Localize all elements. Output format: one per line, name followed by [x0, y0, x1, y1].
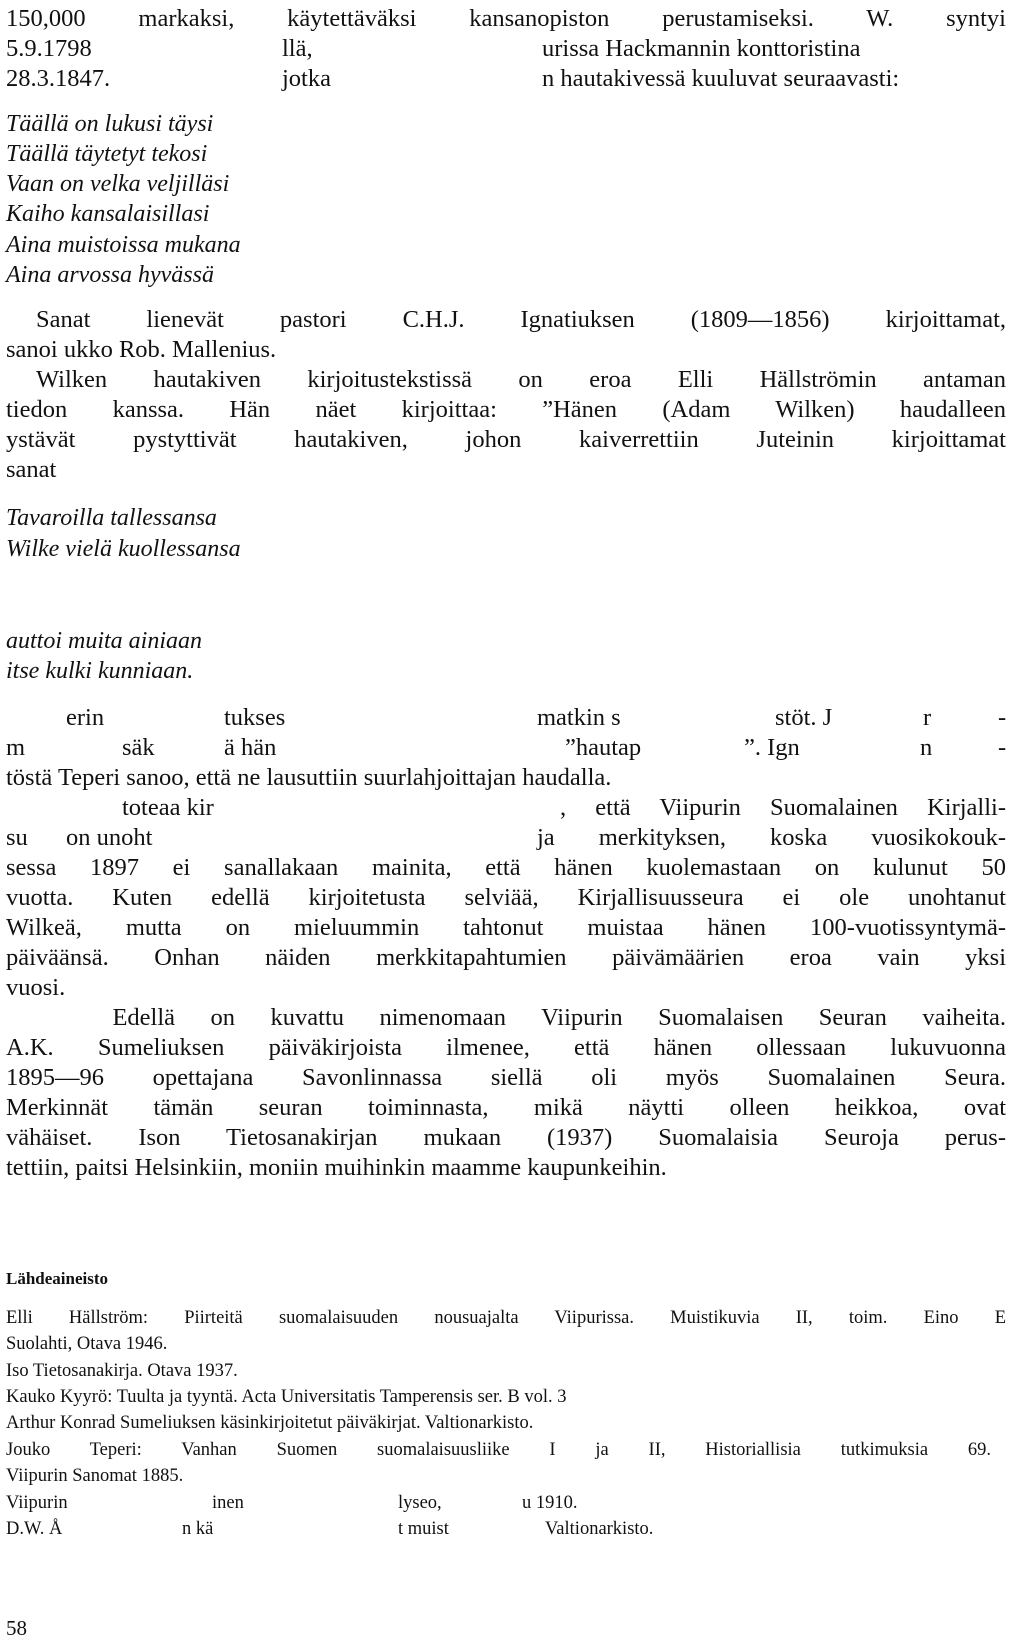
- poem-line: Täällä täytetyt tekosi: [6, 141, 208, 167]
- source-line: Suolahti, Otava 1946.: [6, 1334, 168, 1354]
- text-line: Wilkeä, mutta on mieluummin tahtonut muistaa hänen 100-vuotissyntymä-: [6, 914, 1006, 941]
- text-fragment: jotka: [282, 65, 331, 92]
- text-line: A.K. Sumeliuksen päiväkirjoista ilmenee, että hänen ollessaan lukuvuonna: [6, 1034, 1006, 1061]
- source-fragment: lyseo,: [398, 1493, 442, 1513]
- source-fragment: n kä: [182, 1519, 214, 1539]
- poem-line: Vaan on velka veljilläsi: [6, 171, 230, 197]
- poem-line: itse kulki kunniaan.: [6, 658, 194, 684]
- text-line: 1895—96 opettajana Savonlinnassa siellä oli myös Suomalainen Seura.: [6, 1064, 1006, 1091]
- source-fragment: inen: [212, 1493, 244, 1513]
- text-line: tiedon kanssa. Hän näet kirjoittaa: ”Hänen (Adam Wilken) haudalleen: [6, 396, 1006, 423]
- source-line: Kauko Kyyrö: Tuulta ja tyyntä. Acta Universitatis Tamperensis ser. B vol. 3: [6, 1387, 567, 1407]
- text-fragment: 5.9.1798: [6, 35, 92, 62]
- text-line: päiväänsä. Onhan näiden merkkitapahtumien päivämäärien eroa vain yksi: [6, 944, 1006, 971]
- text-fragment: su: [6, 824, 28, 851]
- poem-line: Wilke vielä kuollessansa: [6, 536, 241, 562]
- source-fragment: t muist: [398, 1519, 449, 1539]
- text-line: töstä Teperi sanoo, että ne lausuttiin suurlahjoittajan haudalla.: [6, 764, 612, 791]
- text-line: sanoi ukko Rob. Mallenius.: [6, 336, 277, 363]
- text-line: Edellä on kuvattu nimenomaan Viipurin Suomalaisen Seuran vaiheita.: [6, 1004, 1006, 1031]
- source-fragment: D.W. Å: [6, 1519, 63, 1539]
- text-line: vuosi.: [6, 974, 66, 1001]
- source-line: Arthur Konrad Sumeliuksen käsinkirjoitetut päiväkirjat. Valtionarkisto.: [6, 1413, 534, 1433]
- source-line: Viipurin Sanomat 1885.: [6, 1466, 184, 1486]
- text-fragment: , että Viipurin Suomalainen Kirjalli-: [560, 794, 1006, 821]
- text-line: vuotta. Kuten edellä kirjoitetusta selviää, Kirjallisuusseura ei ole unohtanut: [6, 884, 1006, 911]
- poem-line: Kaiho kansalaisillasi: [6, 201, 210, 227]
- text-fragment: ”hautap: [565, 734, 642, 761]
- text-fragment: ä hän: [224, 734, 277, 761]
- text-line: tettiin, paitsi Helsinkiin, moniin muihinkin maamme kaupunkeihin.: [6, 1154, 667, 1181]
- text-fragment: -: [998, 704, 1007, 731]
- text-line: ystävät pystyttivät hautakiven, johon kaiverrettiin Juteinin kirjoittamat: [6, 426, 1006, 453]
- source-line: Iso Tietosanakirja. Otava 1937.: [6, 1361, 238, 1381]
- text-line: Merkinnät tämän seuran toiminnasta, mikä näytti olleen heikkoa, ovat: [6, 1094, 1006, 1121]
- text-fragment: tukses: [224, 704, 286, 731]
- text-fragment: -: [998, 734, 1007, 761]
- text-fragment: n: [920, 734, 933, 761]
- text-fragment: säk: [122, 734, 155, 761]
- source-fragment: u 1910.: [522, 1493, 578, 1513]
- poem-line: Täällä on lukusi täysi: [6, 111, 214, 137]
- text-fragment: matkin s: [537, 704, 621, 731]
- section-heading: Lähdeaineisto: [6, 1269, 109, 1288]
- text-line: vähäiset. Ison Tietosanakirjan mukaan (1937) Suomalaisia Seuroja perus-: [6, 1124, 1006, 1151]
- text-fragment: ”. Ign: [744, 734, 800, 761]
- text-fragment: ja merkityksen, koska vuosikokouk-: [537, 824, 1006, 851]
- text-line: 150,000 markaksi, käytettäväksi kansanopiston perustamiseksi. W. syntyi: [6, 5, 1006, 32]
- text-fragment: n hautakivessä kuuluvat seuraavasti:: [542, 65, 900, 92]
- poem-line: Tavaroilla tallessansa: [6, 505, 217, 531]
- text-fragment: erin: [66, 704, 105, 731]
- poem-line: Aina arvossa hyvässä: [6, 262, 214, 288]
- text-line: Wilken hautakiven kirjoitustekstissä on eroa Elli Hällströmin antaman: [36, 366, 1006, 393]
- source-fragment: Viipurin: [6, 1493, 68, 1513]
- text-fragment: m: [6, 734, 26, 761]
- text-fragment: on unoht: [66, 824, 153, 851]
- text-fragment: toteaa kir: [122, 794, 214, 821]
- poem-line: Aina muistoissa mukana: [6, 232, 241, 258]
- source-fragment: Valtionarkisto.: [545, 1519, 654, 1539]
- text-fragment: 28.3.1847.: [6, 65, 111, 92]
- text-fragment: urissa Hackmannin konttoristina: [542, 35, 861, 62]
- poem-line: auttoi muita ainiaan: [6, 628, 203, 654]
- text-line: sessa 1897 ei sanallakaan mainita, että hänen kuolemastaan on kulunut 50: [6, 854, 1006, 881]
- source-line: Elli Hällström: Piirteitä suomalaisuuden nousuajalta Viipurissa. Muistikuvia II, toim. Eino E: [6, 1308, 1006, 1328]
- text-line: sanat: [6, 456, 57, 483]
- text-fragment: r: [923, 704, 932, 731]
- text-fragment: stöt. J: [775, 704, 833, 731]
- page-number: 58: [6, 1616, 27, 1640]
- text-line: Sanat lienevät pastori C.H.J. Ignatiuksen (1809—1856) kirjoittamat,: [36, 306, 1006, 333]
- source-line: Jouko Teperi: Vanhan Suomen suomalaisuusliike I ja II, Historiallisia tutkimuksia 69.: [6, 1440, 991, 1460]
- text-fragment: llä,: [282, 35, 313, 62]
